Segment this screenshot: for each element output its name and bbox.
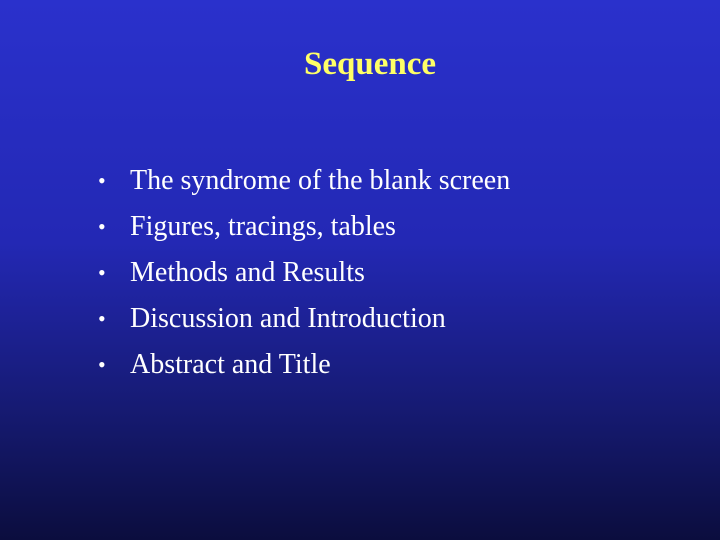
bullet-icon: •: [98, 352, 106, 377]
bullet-text: The syndrome of the blank screen: [130, 165, 511, 196]
slide-title: Sequence: [304, 46, 436, 82]
bullet-text: Discussion and Introduction: [130, 303, 446, 334]
bullet-icon: •: [98, 306, 106, 331]
bullet-icon: •: [98, 214, 106, 239]
bullet-icon: •: [98, 168, 106, 193]
bullet-text: Methods and Results: [130, 257, 365, 288]
bullet-text: Figures, tracings, tables: [130, 211, 396, 242]
bullet-text: Abstract and Title: [130, 349, 331, 380]
bullet-icon: •: [98, 260, 106, 285]
